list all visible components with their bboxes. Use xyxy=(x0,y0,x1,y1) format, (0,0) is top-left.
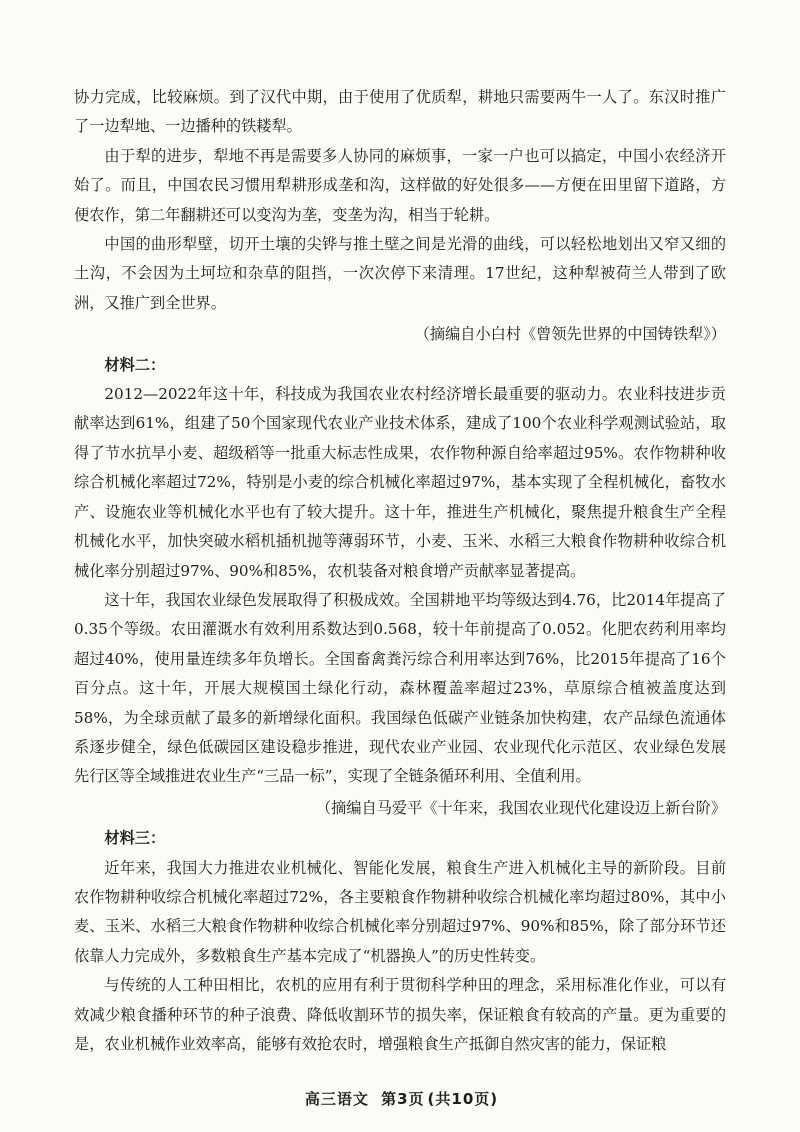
body-paragraph: 2012—2022年这十年，科技成为我国农业农村经济增长最重要的驱动力。农业科技进步贡献率达到61%，组建了50个国家现代农业产业技术体系，建成了100个农业科学观测试验站，取得了节水抗旱小麦、超级稻等一批重大标志性成果，农作物种源自给率超过95%。农作物耕种收综合机械化率超过72%，特别是小麦的综合机械化率超过97%，基本实现了全程机械化，畜牧水产、设施农业等机械化水平也有了较大提升。这十年，推进生产机械化，聚焦提升粮食生产全程机械化水平，加快突破水稻机插机抛等薄弱环节，小麦、玉米、水稻三大粮食作物耕种收综合机械化率分别超过97%、90%和85%，农机装备对粮食增产贡献率显著提高。 xyxy=(74,385,726,580)
page-footer xyxy=(0,1088,800,1109)
material-two-heading: 材料二： xyxy=(104,355,166,374)
body-paragraph: 这十年，我国农业绿色发展取得了积极成效。全国耕地平均等级达到4.76，比2014年提高了0.35个等级。农田灌溉水有效利用系数达到0.568，较十年前提高了0.052。化肥农药利用率均超过40%，使用量连续多年负增长。全国畜禽粪污综合利用率达到76%，比2015年提高了16个百分点。这十年，开展大规模国土绿化行动，森林覆盖率超过23%，草原综合植被盖度达到58%，为全球贡献了最多的新增绿化面积。我国绿色低碳产业链条加快构建，农产品绿色流通体系逐步健全，绿色低碳园区建设稳步推进，现代农业产业园、农业现代化示范区、农业绿色发展先行区等全域推进农业生产“三品一标”，实现了全链条循环利用、全值利用。 xyxy=(74,590,726,786)
body-paragraph: 与传统的人工种田相比，农机的应用有利于贯彻科学种田的理念，采用标准化作业，可以有效减少粮食播种环节的种子浪费、降低收割环节的损失率，保证粮食有较高的产量。更为重要的是，农业机械作业效率高，能够有效抢农时，增强粮食生产抵御自然灾害的能力，保证粮 xyxy=(74,976,726,1053)
footer-page-number: 第3页 xyxy=(381,1090,425,1108)
material-three-heading: 材料三： xyxy=(104,829,166,848)
body-paragraph: 近年来，我国大力推进农业机械化、智能化发展，粮食生产进入机械化主导的新阶段。目前农作物耕种收综合机械化率超过72%，各主要粮食作物耕种收综合机械化率均超过80%，其中小麦、玉米、水稻三大粮食作物耕种收综合机械化率分别超过97%、90%和85%，除了部分环节还依靠人力完成外，多数粮食生产基本完成了“机器换人”的历史性转变。 xyxy=(74,858,726,965)
source-citation: （摘编自马爱平《十年来，我国农业现代化建设迈上新台阶》 xyxy=(315,798,726,817)
footer-total-pages: (共10页) xyxy=(427,1090,499,1108)
source-citation: （摘编自小白村《曾领先世界的中国铸铁犁》） xyxy=(414,325,726,344)
footer-subject: 高三语文 xyxy=(304,1090,369,1108)
body-paragraph: 由于犁的进步，犁地不再是需要多人协同的麻烦事，一家一户也可以搞定，中国小农经济开始了。而且，中国农民习惯用犁耕形成垄和沟，这样做的好处很多——方便在田里留下道路，方便农作，第二年翻耕还可以变沟为垄，变垄为沟，相当于轮耕。 xyxy=(74,146,726,224)
body-paragraph: 协力完成，比较麻烦。到了汉代中期，由于使用了优质犁，耕地只需要两牛一人了。东汉时推广了一边犁地、一边播种的铁耧犁。 xyxy=(74,88,726,136)
body-paragraph: 中国的曲形犁壁，切开土壤的尖铧与推土壁之间是光滑的曲线，可以轻松地划出又窄又细的土沟，不会因为土坷垃和杂草的阻挡，一次次停下来清理。17世纪，这种犁被荷兰人带到了欧洲，又推广到全世界。 xyxy=(74,235,726,312)
